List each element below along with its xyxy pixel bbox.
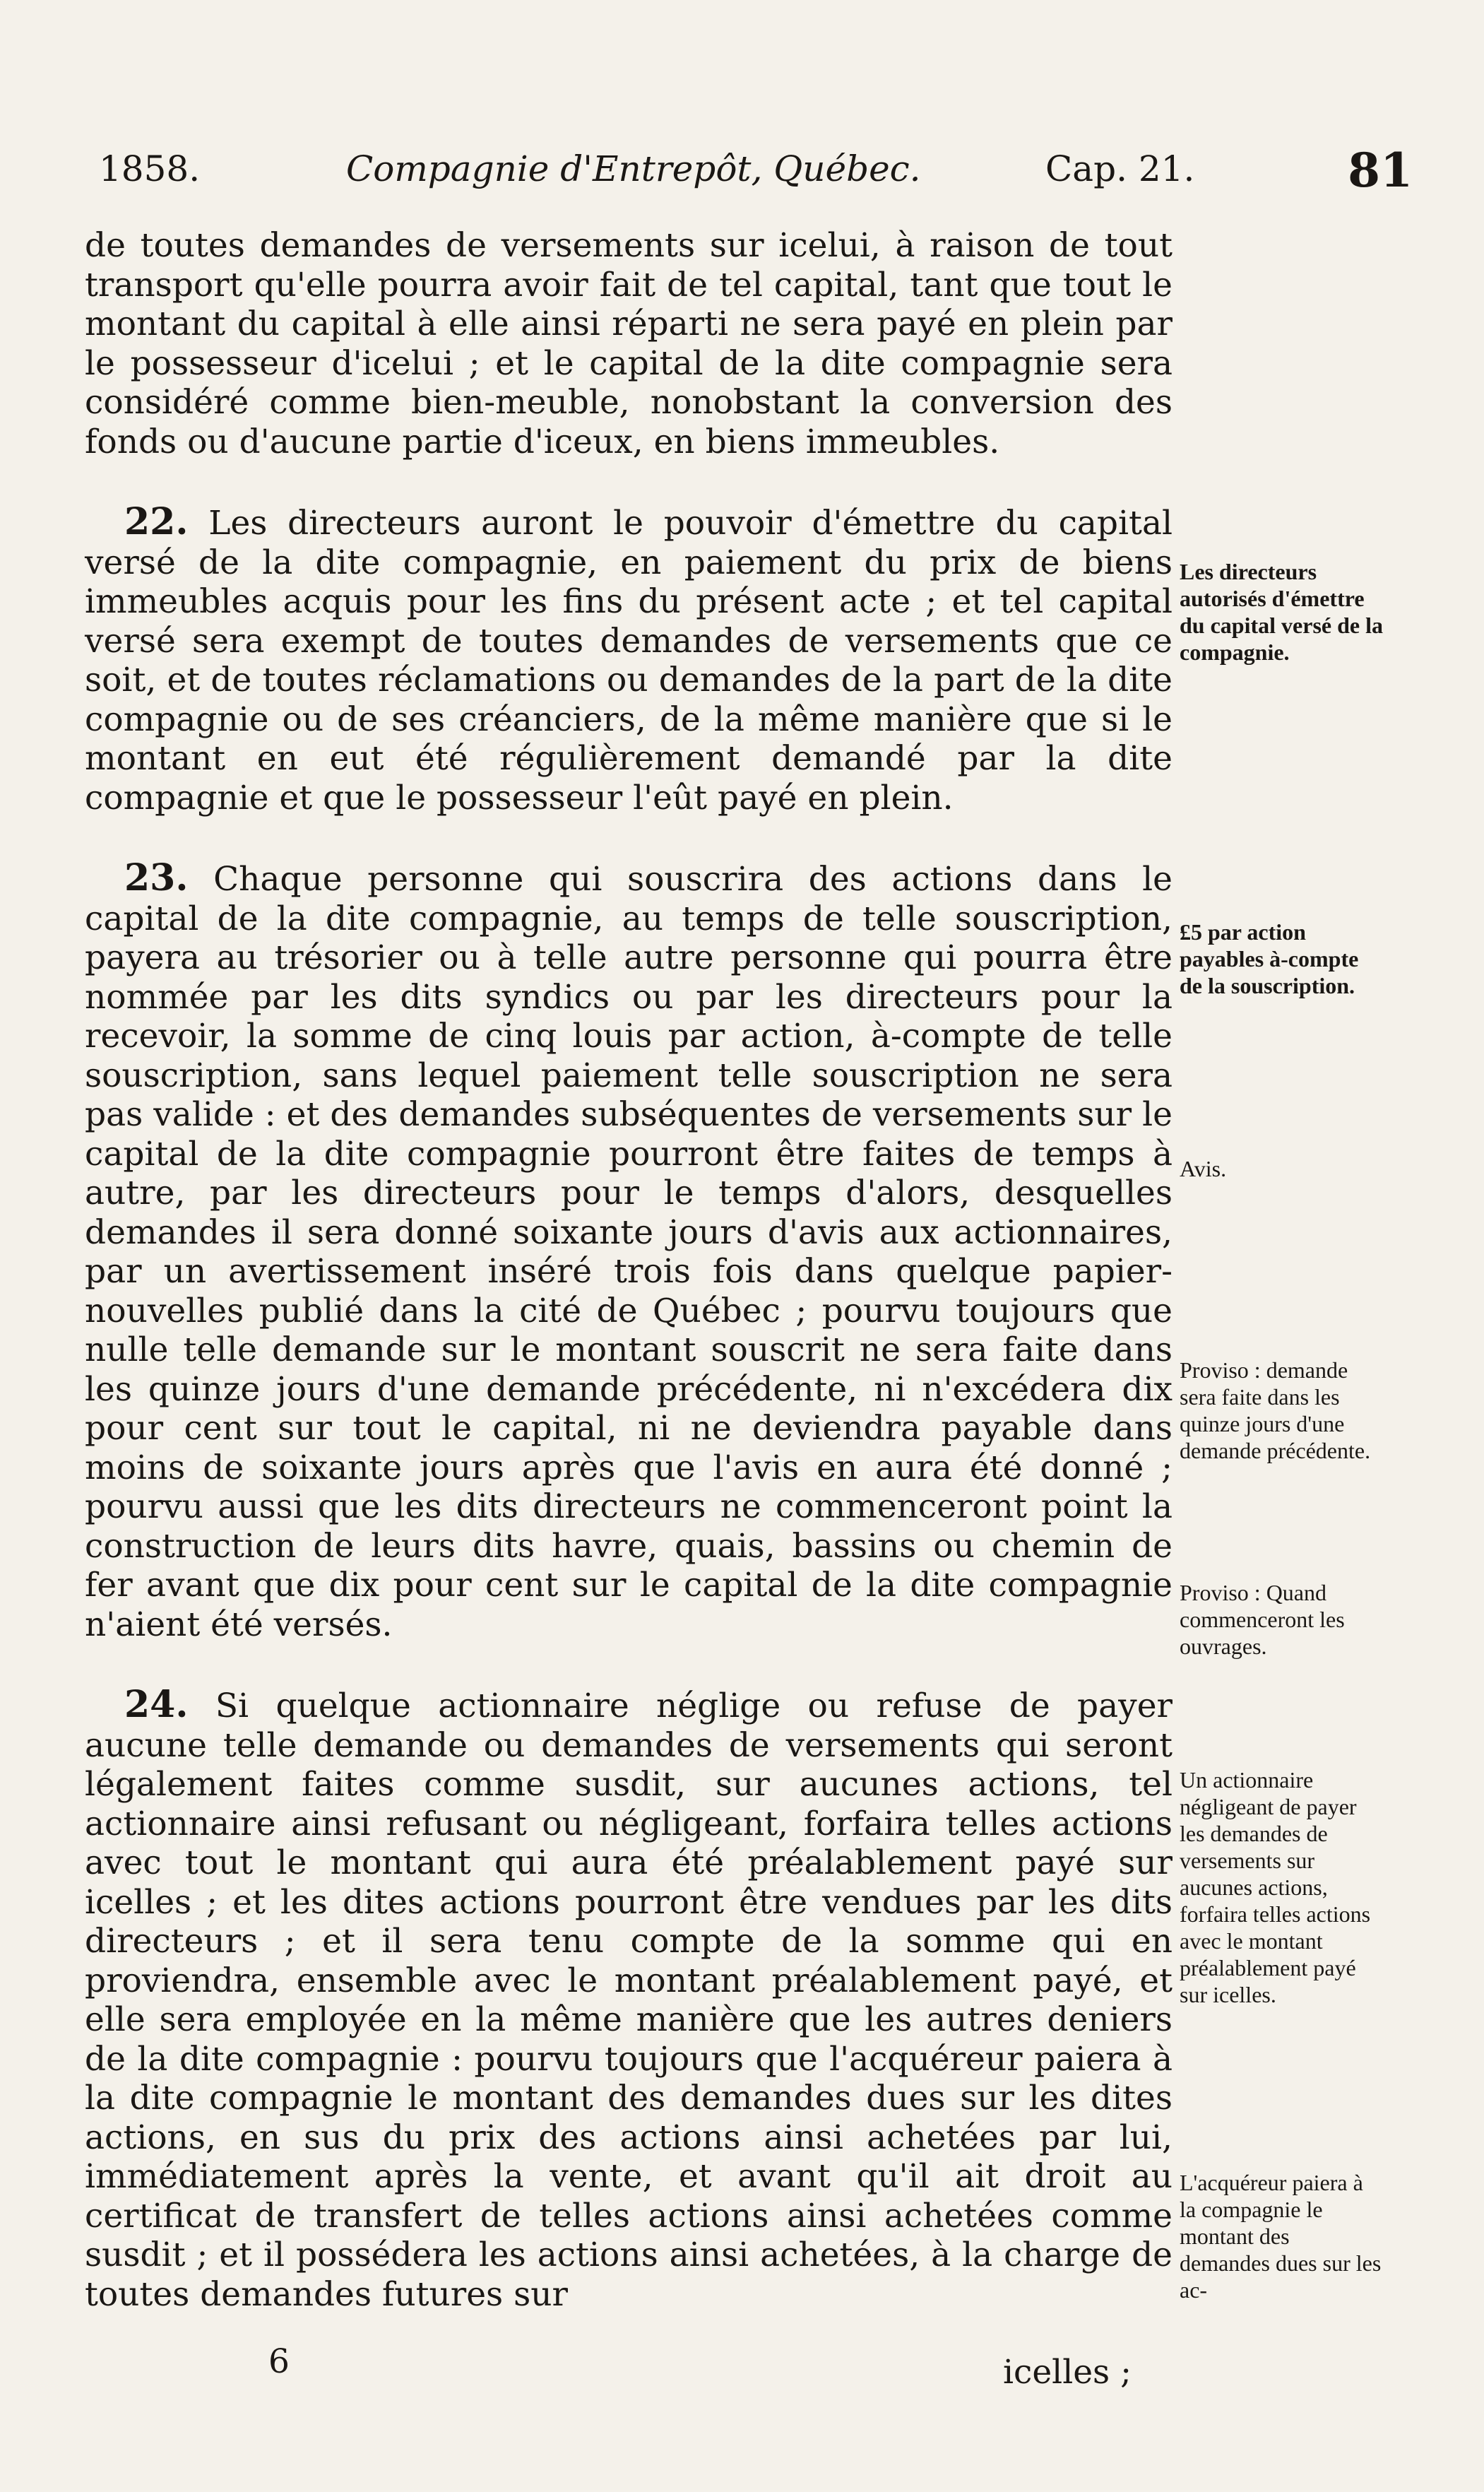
marginal-note: Un actionnaire négligeant de payer les demandes de versements sur aucunes actions, forfaira telles actions avec le montant préalablement payé sur icelles. <box>1180 1767 1371 2007</box>
header-title: Compagnie d'Entrepôt, Québec. <box>346 148 921 189</box>
section-22 <box>85 502 1173 817</box>
signature-mark: 6 <box>268 2342 290 2381</box>
catchword: icelles ; <box>1003 2353 1132 2392</box>
marginal-note: Proviso : Quand commenceront les ouvrages. <box>1180 1580 1345 1659</box>
marginal-note: L'acquéreur paiera à la compagnie le montant des demandes dues sur les ac- <box>1180 2170 1382 2303</box>
section-24 <box>85 1685 1173 2314</box>
header-year: 1858. <box>99 148 201 189</box>
section-number: 22. <box>124 500 189 543</box>
marginal-note: Proviso : demande sera faite dans les quinze jours d'une demande précédente. <box>1180 1357 1371 1463</box>
page-number: 81 <box>1348 143 1413 198</box>
section-23 <box>85 858 1173 1644</box>
section-number: 23. <box>124 856 189 899</box>
paragraph-text: de toutes demandes de versements sur icelui, à raison de tout transport qu'elle pourra avoir fait de tel capital, tant que tout le montant du capital à elle ainsi réparti ne sera payé en plein par le possesseur d'icelui ; et le capital de la dite compagnie sera considéré comme bien-meuble, nonobstant la conversion des fonds ou d'aucune partie d'iceux, en biens immeubles. <box>85 226 1173 461</box>
running-header <box>99 143 1413 205</box>
main-text <box>85 226 1173 2355</box>
header-chapter: Cap. 21. <box>1045 148 1195 189</box>
paragraph-text: Chaque personne qui souscrira des actions dans le capital de la dite compagnie, au temps de telle souscription, payera au trésorier ou à telle autre personne qui pourra être nommée par les dits syndics ou par les directeurs pour la recevoir, la somme de cinq louis par action, à-compte de telle souscription, sans lequel paiement telle souscription ne sera pas valide : et des demandes subséquentes de versements sur le capital de la dite compagnie pourront être faites de temps à autre, par les directeurs pour le temps d'alors, desquelles demandes il sera donné soixante jours d'avis aux actionnaires, par un avertissement inséré trois fois dans quelque papier-nouvelles publié dans la cité de Québec ; pourvu toujours que nulle telle demande sur le montant souscrit ne sera faite dans les quinze jours d'une demande précédente, ni n'excédera dix pour cent sur tout le capital, ni ne deviendra payable dans moins de soixante jours après que l'avis en aura été donné ; pourvu aussi que les dits directeurs ne commenceront point la construction de leurs dits havre, quais, bassins ou chemin de fer avant que dix pour cent sur le capital de la dite compagnie n'aient été versés. <box>85 860 1173 1644</box>
marginal-note: Les directeurs autorisés d'émettre du capital versé de la compagnie. <box>1180 559 1383 665</box>
paragraph-continued <box>85 226 1173 461</box>
section-number: 24. <box>124 1683 189 1726</box>
paragraph-text: Si quelque actionnaire néglige ou refuse de payer aucune telle demande ou demandes de versements qui seront légalement faites comme susdit, sur aucunes actions, tel actionnaire ainsi refusant ou négligeant, forfaira telles actions avec tout le montant qui aura été préalablement payé sur icelles ; et les dites actions pourront être vendues par les dits directeurs ; et il sera tenu compte de la somme qui en proviendra, ensemble avec le montant préalablement payé, et elle sera employée en la même manière que les autres deniers de la dite compagnie : pourvu toujours que l'acquéreur paiera à la dite compagnie le montant des demandes dues sur les dites actions, en sus du prix des actions ainsi achetées par lui, immédiatement après la vente, et avant qu'il ait droit au certificat de transfert de telles actions ainsi achetées comme susdit ; et il possédera les actions ainsi achetées, à la charge de toutes demandes futures sur <box>85 1687 1173 2314</box>
paragraph-text: Les directeurs auront le pouvoir d'émettre du capital versé de la dite compagnie, en paiement du prix de biens immeubles acquis pour les fins du présent acte ; et tel capital versé sera exempt de toutes demandes de versements que ce soit, et de toutes réclamations ou demandes de la part de la dite compagnie ou de ses créanciers, de la même manière que si le montant en eut été régulièrement demandé par la dite compagnie et que le possesseur l'eût payé en plein. <box>85 504 1173 817</box>
marginal-note: £5 par action payables à-compte de la souscription. <box>1180 919 1359 998</box>
marginal-note: Avis. <box>1180 1156 1227 1181</box>
